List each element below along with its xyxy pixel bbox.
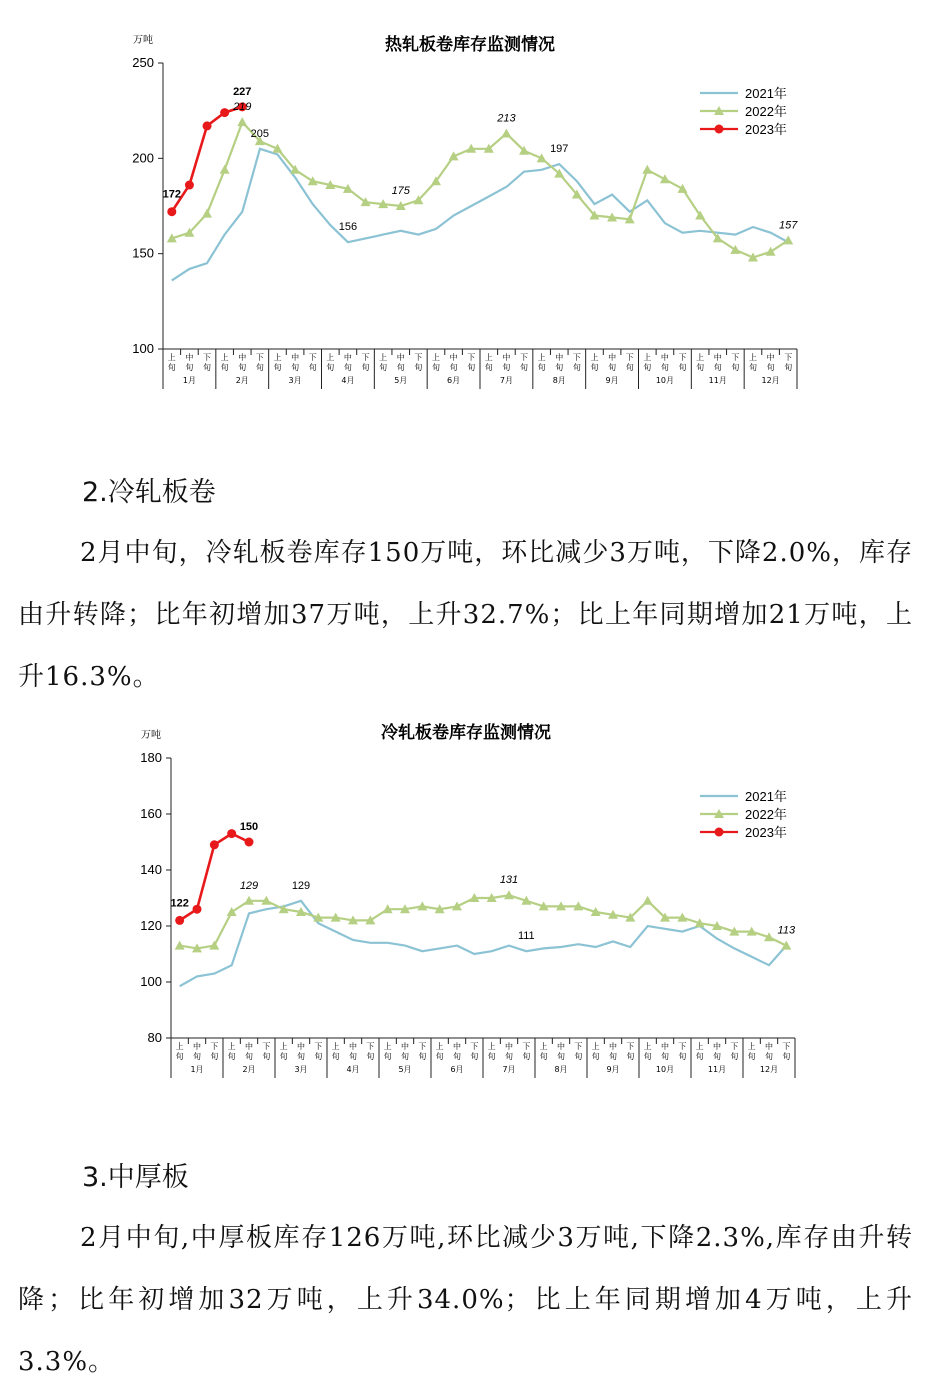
x-tick-label: 上 <box>484 353 493 362</box>
x-tick-label: 中 <box>609 1042 617 1051</box>
x-tick-label: 旬 <box>383 1052 392 1061</box>
data-label: 157 <box>779 219 798 232</box>
x-tick-label: 中 <box>245 1042 253 1051</box>
x-tick-label: 旬 <box>379 363 388 372</box>
month-label: 9月 <box>606 1065 620 1074</box>
data-point-2022 <box>642 165 652 174</box>
x-tick-label: 下 <box>730 1042 739 1051</box>
data-label: 122 <box>170 897 189 910</box>
x-tick-label: 中 <box>343 353 352 362</box>
legend-label: 2023年 <box>745 122 787 137</box>
month-label: 10月 <box>655 376 675 385</box>
x-tick-label: 上 <box>227 1042 236 1051</box>
x-tick-label: 下 <box>626 1042 635 1051</box>
x-tick-label: 旬 <box>572 363 581 372</box>
x-tick-label: 中 <box>453 1042 461 1051</box>
x-tick-label: 上 <box>590 353 599 362</box>
x-tick-label: 旬 <box>678 363 687 372</box>
x-tick-label: 旬 <box>467 363 476 372</box>
y-axis-unit: 万吨 <box>133 35 153 46</box>
x-tick-label: 旬 <box>343 363 352 372</box>
data-point-2023 <box>220 108 229 117</box>
x-tick-label: 旬 <box>557 1052 565 1061</box>
data-point-2022 <box>643 896 653 905</box>
x-tick-label: 中 <box>765 1042 773 1051</box>
section-heading-medium-plate: 3.中厚板 <box>82 1162 189 1193</box>
y-tick-label: 150 <box>132 245 154 261</box>
x-tick-label: 旬 <box>537 363 546 372</box>
x-tick-label: 中 <box>401 1042 409 1051</box>
x-tick-label: 旬 <box>238 363 247 372</box>
x-tick-label: 下 <box>731 353 740 362</box>
x-tick-label: 旬 <box>731 363 740 372</box>
data-point-2023 <box>210 840 219 849</box>
x-tick-label: 中 <box>185 353 194 362</box>
x-tick-label: 下 <box>572 353 581 362</box>
chart-title: 热轧板卷库存监测情况 <box>385 35 555 55</box>
x-tick-label: 旬 <box>167 363 176 372</box>
data-label: 213 <box>497 112 516 125</box>
x-tick-label: 上 <box>273 353 282 362</box>
month-label: 8月 <box>552 376 566 385</box>
x-tick-label: 中 <box>396 353 405 362</box>
x-tick-label: 上 <box>431 353 440 362</box>
data-point-2023 <box>185 181 194 190</box>
x-tick-label: 中 <box>505 1042 513 1051</box>
data-point-2022 <box>660 174 670 183</box>
x-tick-label: 旬 <box>713 363 722 372</box>
x-tick-label: 旬 <box>626 1052 635 1061</box>
x-tick-label: 旬 <box>418 1052 427 1061</box>
data-label: 156 <box>338 221 358 234</box>
x-tick-label: 旬 <box>782 1052 791 1061</box>
data-point-2022 <box>766 247 776 256</box>
x-tick-label: 上 <box>643 1042 652 1051</box>
y-tick-label: 100 <box>140 974 162 989</box>
x-tick-label: 中 <box>713 1042 721 1051</box>
y-tick-label: 120 <box>140 918 162 933</box>
x-tick-label: 中 <box>660 353 669 362</box>
x-tick-label: 旬 <box>245 1052 253 1061</box>
x-tick-label: 旬 <box>331 1052 340 1061</box>
x-tick-label: 上 <box>537 353 546 362</box>
x-tick-label: 旬 <box>502 363 511 372</box>
legend-marker-2023 <box>715 125 724 134</box>
x-tick-label: 上 <box>643 353 652 362</box>
y-tick-label: 160 <box>140 806 162 821</box>
series-line-2022年 <box>172 122 788 257</box>
month-label: 4月 <box>341 376 355 385</box>
x-tick-label: 下 <box>470 1042 479 1051</box>
x-tick-label: 中 <box>557 1042 565 1051</box>
month-label: 11月 <box>707 1065 727 1074</box>
series-line-2022年 <box>180 895 787 948</box>
x-tick-label: 上 <box>591 1042 600 1051</box>
month-label: 12月 <box>761 376 780 385</box>
x-tick-label: 下 <box>782 1042 791 1051</box>
month-label: 2月 <box>235 376 249 385</box>
legend-label: 2022年 <box>745 104 787 119</box>
x-tick-label: 下 <box>255 353 264 362</box>
x-tick-label: 旬 <box>696 363 705 372</box>
x-tick-label: 上 <box>539 1042 548 1051</box>
x-tick-label: 下 <box>210 1042 219 1051</box>
x-tick-label: 旬 <box>255 363 264 372</box>
x-tick-label: 旬 <box>730 1052 739 1061</box>
month-label: 7月 <box>502 1065 516 1074</box>
month-label: 12月 <box>759 1065 779 1074</box>
section-paragraph-cold-rolled: 2月中旬，冷轧板卷库存150万吨，环比减少3万吨，下降2.0%，库存由升转降；比年初增加37万吨，上升32.7%；比上年同期增加21万吨，上升16.3%。 <box>18 538 913 692</box>
month-label: 4月 <box>346 1065 360 1074</box>
x-tick-label: 中 <box>713 353 722 362</box>
month-label: 3月 <box>294 1065 308 1074</box>
x-tick-label: 旬 <box>203 363 212 372</box>
x-tick-label: 旬 <box>643 363 652 372</box>
x-tick-label: 旬 <box>314 1052 323 1061</box>
data-label: 111 <box>517 930 535 943</box>
x-tick-label: 中 <box>238 353 247 362</box>
x-tick-label: 旬 <box>326 363 335 372</box>
month-label: 1月 <box>190 1065 204 1074</box>
x-tick-label: 旬 <box>713 1052 721 1061</box>
x-tick-label: 下 <box>308 353 317 362</box>
x-tick-label: 上 <box>379 353 388 362</box>
x-tick-label: 下 <box>522 1042 531 1051</box>
x-tick-label: 下 <box>314 1042 323 1051</box>
x-tick-label: 中 <box>193 1042 201 1051</box>
x-tick-label: 旬 <box>784 363 793 372</box>
x-tick-label: 旬 <box>349 1052 357 1061</box>
x-tick-label: 旬 <box>555 363 564 372</box>
x-tick-label: 旬 <box>643 1052 652 1061</box>
y-tick-label: 200 <box>132 150 154 166</box>
y-tick-label: 180 <box>140 750 162 765</box>
x-tick-label: 旬 <box>210 1052 219 1061</box>
x-tick-label: 旬 <box>297 1052 305 1061</box>
x-tick-label: 旬 <box>175 1052 184 1061</box>
data-point-2022 <box>220 165 230 174</box>
x-tick-label: 旬 <box>590 363 599 372</box>
month-label: 2月 <box>242 1065 256 1074</box>
x-tick-label: 上 <box>383 1042 392 1051</box>
data-label: 131 <box>499 874 519 887</box>
x-tick-label: 上 <box>695 1042 704 1051</box>
data-point-2023 <box>167 207 176 216</box>
x-tick-label: 旬 <box>366 1052 375 1061</box>
x-tick-label: 旬 <box>766 363 775 372</box>
data-point-2023 <box>203 121 212 130</box>
data-label: 113 <box>777 924 796 937</box>
x-tick-label: 旬 <box>220 363 229 372</box>
y-tick-label: 100 <box>132 341 154 356</box>
chart-title: 冷轧板卷库存监测情况 <box>381 723 551 743</box>
legend-label: 2023年 <box>745 825 787 840</box>
x-tick-label: 旬 <box>591 1052 600 1061</box>
x-tick-label: 旬 <box>748 363 757 372</box>
series-line-2021年 <box>172 149 788 281</box>
x-tick-label: 下 <box>784 353 793 362</box>
month-label: 1月 <box>182 376 196 385</box>
month-label: 10月 <box>655 1065 675 1074</box>
series-line-2021年 <box>180 901 787 986</box>
x-tick-label: 旬 <box>227 1052 236 1061</box>
x-tick-label: 旬 <box>608 363 617 372</box>
y-tick-label: 140 <box>140 862 162 877</box>
x-tick-label: 旬 <box>765 1052 773 1061</box>
section-paragraph-medium-plate: 2月中旬,中厚板库存126万吨,环比减少3万吨,下降2.3%,库存由升转降；比年初增加32万吨，上升34.0%；比上年同期增加4万吨，上升3.3%。 <box>18 1223 913 1377</box>
data-label: 129 <box>291 879 311 892</box>
x-tick-label: 旬 <box>262 1052 271 1061</box>
x-tick-label: 下 <box>678 1042 687 1051</box>
x-tick-label: 旬 <box>625 363 634 372</box>
data-point-2023 <box>175 916 184 925</box>
x-tick-label: 上 <box>279 1042 288 1051</box>
cold-rolled-coil-chart-svg <box>0 712 929 1102</box>
x-tick-label: 下 <box>203 353 212 362</box>
x-tick-label: 旬 <box>308 363 317 372</box>
month-label: 5月 <box>394 376 408 385</box>
x-tick-label: 上 <box>748 353 757 362</box>
x-tick-label: 下 <box>574 1042 583 1051</box>
x-tick-label: 旬 <box>193 1052 201 1061</box>
x-tick-label: 上 <box>175 1042 184 1051</box>
x-tick-label: 中 <box>661 1042 669 1051</box>
x-tick-label: 下 <box>678 353 687 362</box>
x-tick-label: 旬 <box>401 1052 409 1061</box>
x-tick-label: 上 <box>487 1042 496 1051</box>
x-tick-label: 中 <box>349 1042 357 1051</box>
hot-rolled-coil-chart <box>0 0 929 410</box>
data-label: 172 <box>162 188 181 201</box>
x-tick-label: 旬 <box>435 1052 444 1061</box>
month-label: 5月 <box>398 1065 412 1074</box>
x-tick-label: 中 <box>297 1042 305 1051</box>
x-tick-label: 旬 <box>487 1052 496 1061</box>
x-tick-label: 旬 <box>279 1052 288 1061</box>
x-tick-label: 旬 <box>185 363 194 372</box>
data-label: 219 <box>233 101 252 114</box>
x-tick-label: 旬 <box>660 363 669 372</box>
x-tick-label: 旬 <box>609 1052 617 1061</box>
x-tick-label: 旬 <box>396 363 405 372</box>
x-tick-label: 下 <box>366 1042 375 1051</box>
x-tick-label: 旬 <box>453 1052 461 1061</box>
data-point-2022 <box>678 184 688 193</box>
x-tick-label: 旬 <box>414 363 423 372</box>
x-tick-label: 上 <box>696 353 705 362</box>
x-tick-label: 上 <box>331 1042 340 1051</box>
legend-label: 2021年 <box>745 789 787 804</box>
data-label: 150 <box>239 821 259 833</box>
x-tick-label: 下 <box>418 1042 427 1051</box>
data-point-2022 <box>730 245 740 254</box>
data-point-2022 <box>237 117 247 126</box>
x-tick-label: 旬 <box>505 1052 513 1061</box>
month-label: 3月 <box>288 376 302 385</box>
x-tick-label: 中 <box>449 353 458 362</box>
data-point-2023 <box>245 838 254 847</box>
x-tick-label: 旬 <box>470 1052 479 1061</box>
data-point-2022 <box>202 209 212 218</box>
x-tick-label: 下 <box>361 353 370 362</box>
y-axis-unit: 万吨 <box>141 730 161 741</box>
x-tick-label: 中 <box>502 353 511 362</box>
x-tick-label: 旬 <box>361 363 370 372</box>
x-tick-label: 上 <box>326 353 335 362</box>
x-tick-label: 旬 <box>484 363 493 372</box>
y-tick-label: 80 <box>147 1030 162 1045</box>
month-label: 9月 <box>605 376 619 385</box>
x-tick-label: 上 <box>220 353 229 362</box>
data-point-2022 <box>308 176 318 185</box>
data-point-2022 <box>501 129 511 138</box>
x-tick-label: 上 <box>435 1042 444 1051</box>
x-tick-label: 中 <box>291 353 300 362</box>
data-label: 175 <box>391 185 410 197</box>
legend-label: 2021年 <box>745 86 787 101</box>
month-label: 8月 <box>554 1065 568 1074</box>
x-tick-label: 旬 <box>661 1052 669 1061</box>
x-tick-label: 旬 <box>431 363 440 372</box>
x-tick-label: 下 <box>520 353 529 362</box>
x-tick-label: 旬 <box>522 1052 531 1061</box>
data-point-2023 <box>193 905 202 914</box>
data-label: 227 <box>233 85 252 98</box>
x-tick-label: 中 <box>608 353 617 362</box>
x-tick-label: 旬 <box>539 1052 548 1061</box>
month-label: 6月 <box>447 376 461 385</box>
data-label: 197 <box>550 143 569 156</box>
x-tick-label: 旬 <box>747 1052 756 1061</box>
month-label: 7月 <box>499 376 513 385</box>
x-tick-label: 旬 <box>695 1052 704 1061</box>
cold-rolled-coil-chart <box>0 712 929 1102</box>
month-label: 6月 <box>450 1065 464 1074</box>
x-tick-label: 旬 <box>273 363 282 372</box>
data-label: 205 <box>250 127 270 140</box>
x-tick-label: 旬 <box>574 1052 583 1061</box>
x-tick-label: 中 <box>766 353 775 362</box>
x-tick-label: 旬 <box>291 363 300 372</box>
month-label: 11月 <box>708 376 727 385</box>
data-point-2022 <box>227 907 237 916</box>
legend-marker-2023 <box>715 828 724 837</box>
legend-label: 2022年 <box>745 807 787 822</box>
x-tick-label: 旬 <box>449 363 458 372</box>
x-tick-label: 下 <box>262 1042 271 1051</box>
x-tick-label: 旬 <box>520 363 529 372</box>
data-label: 129 <box>239 879 259 892</box>
x-tick-label: 上 <box>167 353 176 362</box>
x-tick-label: 中 <box>555 353 564 362</box>
x-tick-label: 下 <box>625 353 634 362</box>
hot-rolled-coil-chart-svg <box>0 0 929 410</box>
x-tick-label: 下 <box>414 353 423 362</box>
x-tick-label: 下 <box>467 353 476 362</box>
y-tick-label: 250 <box>132 55 154 70</box>
data-point-2023 <box>227 829 236 838</box>
section-heading-cold-rolled: 2.冷轧板卷 <box>82 477 216 508</box>
x-tick-label: 上 <box>747 1042 756 1051</box>
x-tick-label: 旬 <box>678 1052 687 1061</box>
